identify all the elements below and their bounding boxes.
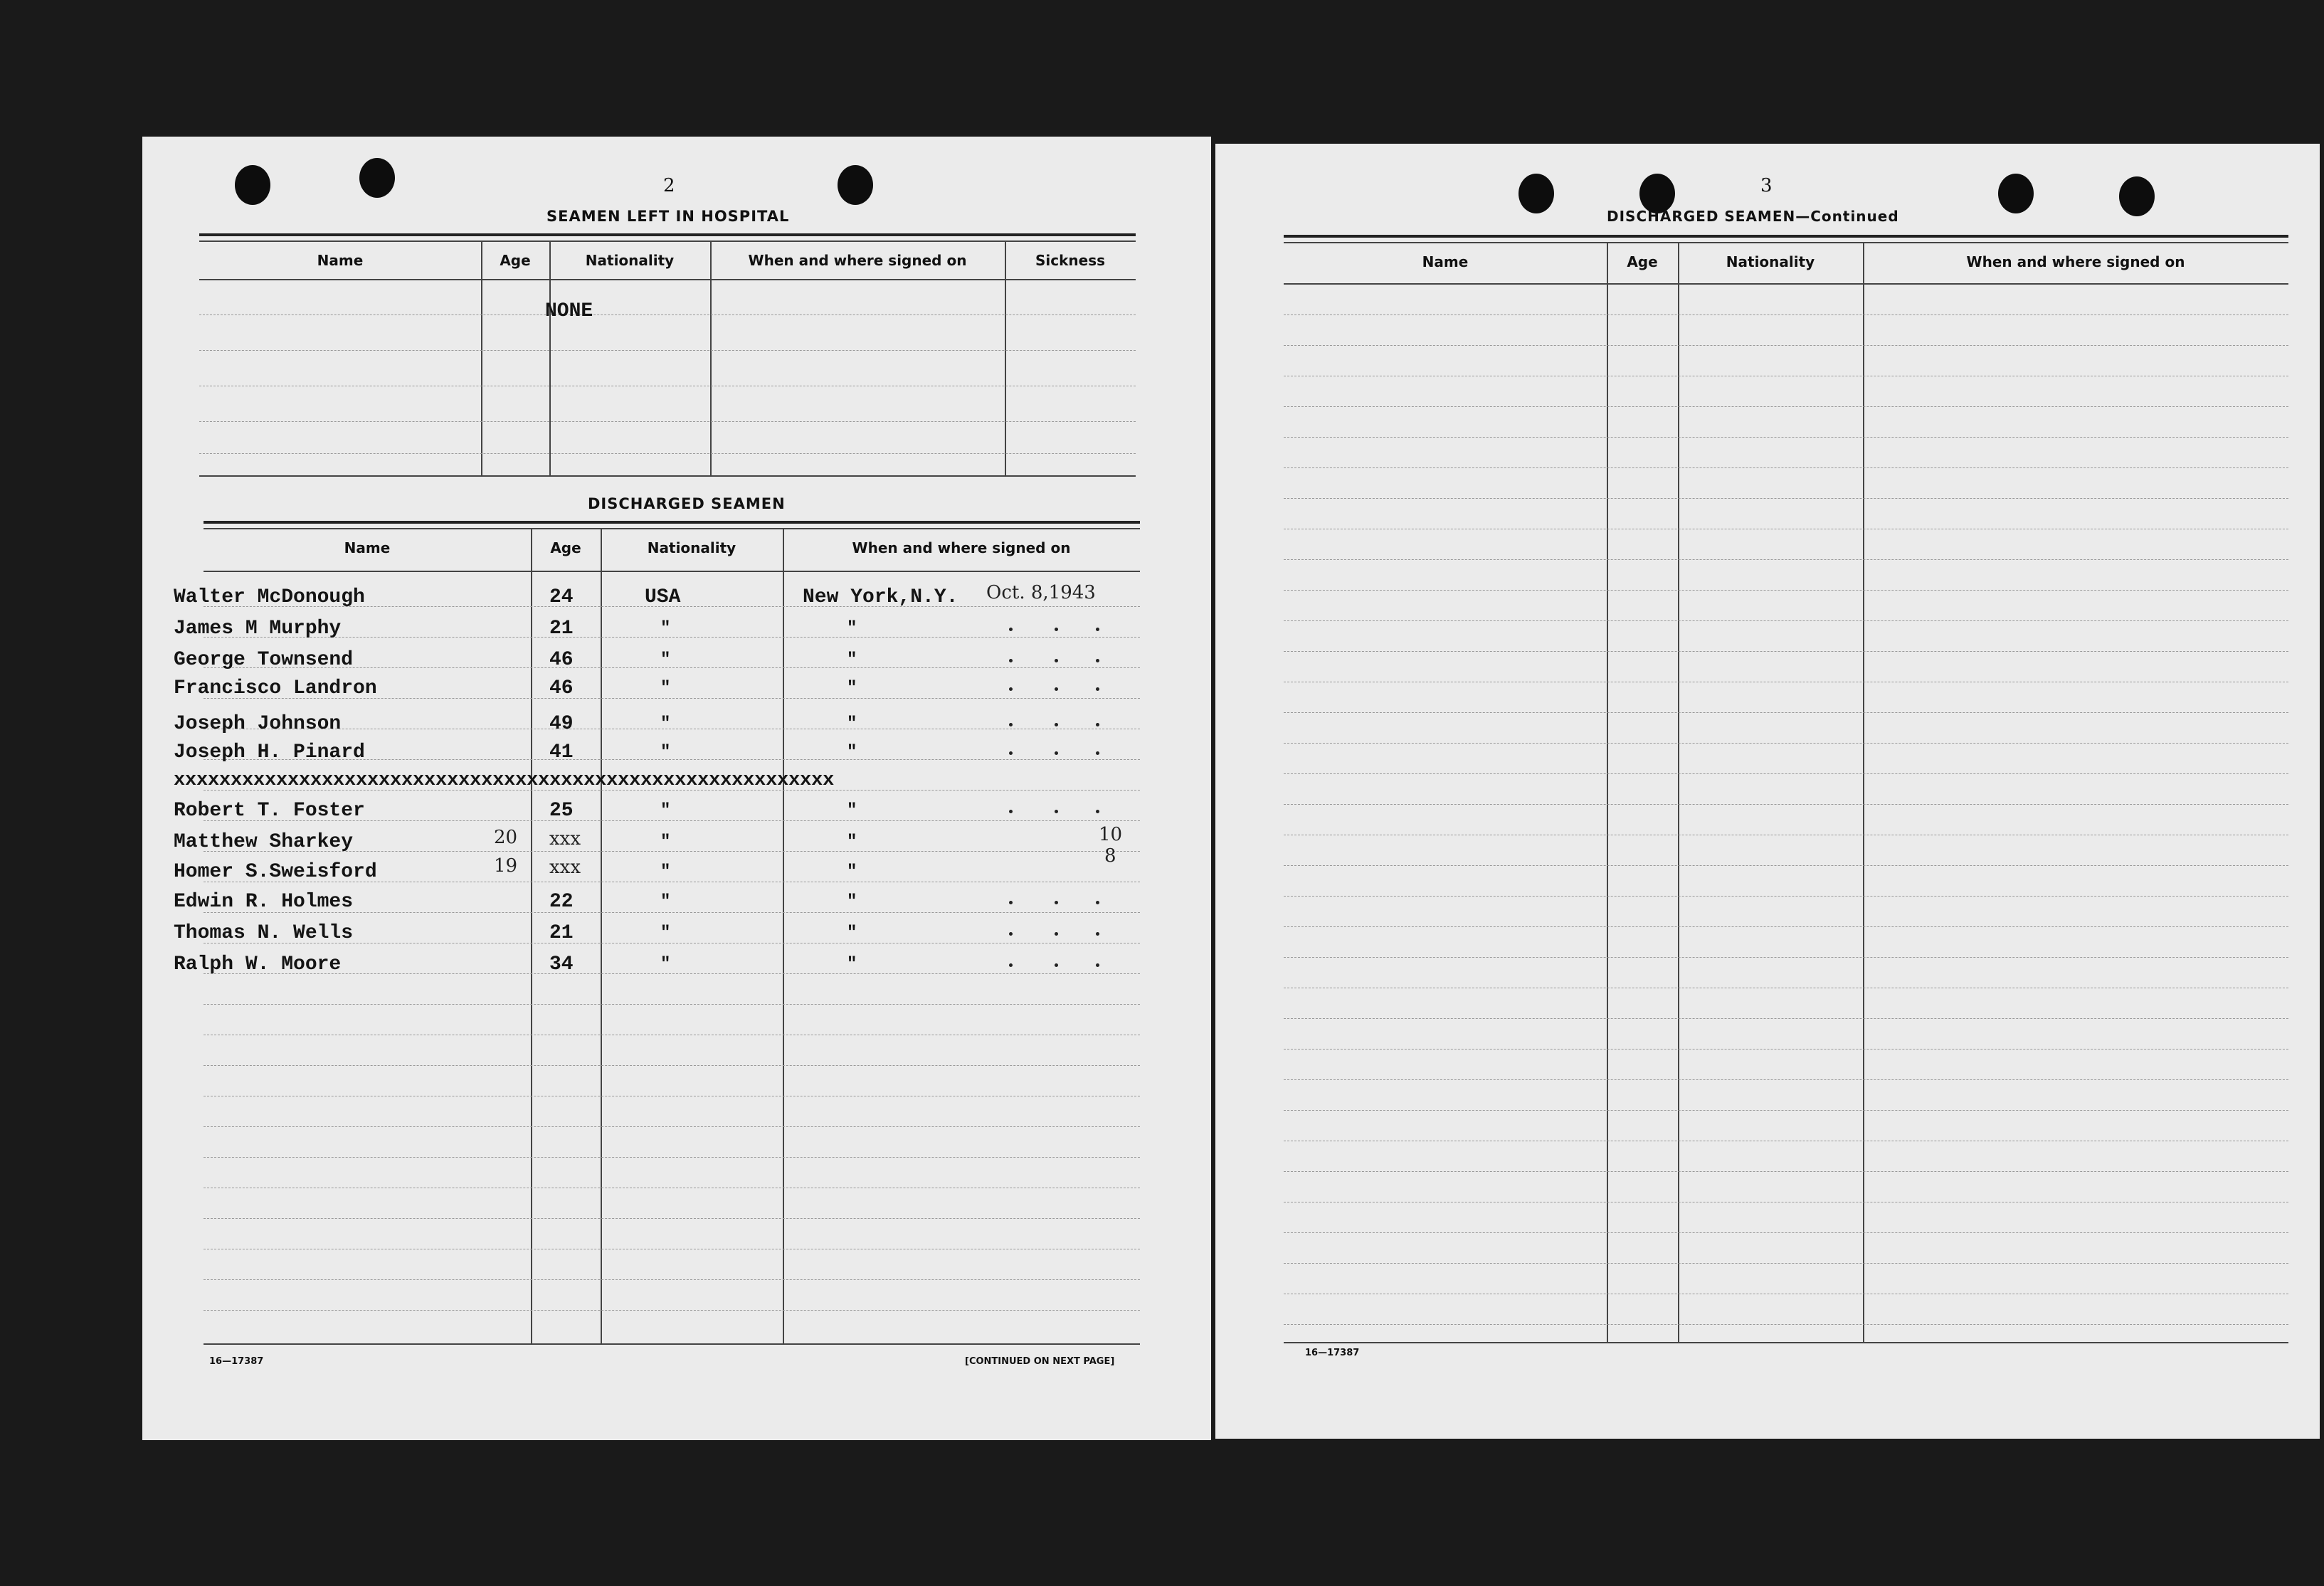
ditto-dot: [1096, 963, 1099, 967]
ruled-line: [1284, 1079, 2288, 1080]
ditto-mark: ": [847, 832, 857, 852]
seaman-name: Homer S.Sweisford: [174, 861, 377, 883]
ditto-mark: ": [847, 650, 857, 670]
seaman-name: Thomas N. Wells: [174, 922, 354, 944]
ditto-mark: ": [847, 801, 857, 820]
ditto-dot: [1009, 901, 1013, 904]
continued-section-title: DISCHARGED SEAMEN—Continued: [1607, 208, 1899, 225]
age-note: 19: [494, 855, 518, 877]
ruled-line: [204, 1279, 1140, 1280]
continued-note: [CONTINUED ON NEXT PAGE]: [965, 1356, 1115, 1367]
punch-hole: [235, 165, 270, 205]
hospital-section-title: SEAMEN LEFT IN HOSPITAL: [546, 208, 790, 225]
ruled-line: [1284, 896, 2288, 897]
ditto-dot: [1055, 687, 1058, 691]
ditto-mark: ": [660, 714, 671, 734]
ditto-dot: [1096, 932, 1099, 936]
ditto-mark: ": [660, 619, 671, 638]
ditto-dot: [1096, 751, 1099, 755]
col-age: Age: [1627, 253, 1658, 270]
ditto-mark: ": [847, 892, 857, 911]
right-page: [1215, 144, 2320, 1439]
seaman-name: Edwin R. Holmes: [174, 891, 354, 913]
ditto-dot: [1009, 659, 1013, 662]
ruled-line: [1284, 1324, 2288, 1325]
ruled-line: [204, 1004, 1140, 1005]
ruled-line: [1284, 406, 2288, 407]
ditto-dot: [1055, 963, 1058, 967]
signed-place: New York,N.Y.: [803, 586, 958, 608]
col-signed-on: When and where signed on: [748, 252, 967, 269]
form-number: 16—17387: [209, 1356, 264, 1367]
ditto-dot: [1009, 932, 1013, 936]
ditto-dot: [1055, 659, 1058, 662]
ruled-line: [1284, 743, 2288, 744]
ditto-dot: [1009, 810, 1013, 813]
ruled-line: [1284, 804, 2288, 805]
ditto-mark: ": [847, 743, 857, 762]
ruled-line: [1284, 926, 2288, 927]
ruled-line: [204, 1157, 1140, 1158]
ruled-line: [1284, 467, 2288, 468]
ruled-line: [1284, 620, 2288, 621]
seaman-name: Joseph Johnson: [174, 713, 342, 735]
ditto-dot: [1009, 751, 1013, 755]
col-age: Age: [550, 539, 581, 556]
seaman-name: Matthew Sharkey: [174, 831, 354, 853]
ditto-mark: ": [660, 924, 671, 943]
seaman-name: Francisco Landron: [174, 677, 377, 699]
ruled-line: [1284, 773, 2288, 774]
ruled-line: [1284, 651, 2288, 652]
col-signed-on: When and where signed on: [1966, 253, 2185, 270]
ditto-mark: ": [660, 832, 671, 852]
seaman-age: 24: [549, 586, 574, 608]
ditto-mark: ": [847, 714, 857, 734]
ditto-mark: ": [847, 955, 857, 974]
col-name: Name: [1422, 253, 1469, 270]
discharged-section-title: DISCHARGED SEAMEN: [588, 495, 786, 512]
seaman-nationality: USA: [645, 586, 681, 608]
ruled-line: [1284, 1049, 2288, 1050]
seaman-age-struck: xxx: [549, 857, 581, 878]
ditto-dot: [1096, 901, 1099, 904]
punch-hole: [2119, 176, 2155, 216]
seaman-age: 22: [549, 891, 574, 913]
form-number: 16—17387: [1305, 1348, 1360, 1358]
ruled-line: [1284, 345, 2288, 346]
punch-hole: [359, 158, 395, 198]
ruled-line: [204, 973, 1140, 974]
ditto-mark: ": [660, 892, 671, 911]
seaman-age: 46: [549, 677, 574, 699]
ditto-dot: [1096, 628, 1099, 631]
punch-hole: [1998, 174, 2034, 213]
ditto-mark: ": [847, 924, 857, 943]
ditto-mark: ": [660, 679, 671, 698]
seaman-name: Joseph H. Pinard: [174, 741, 365, 763]
ruled-line: [1284, 1171, 2288, 1172]
ditto-dot: [1055, 751, 1058, 755]
seaman-name: Ralph W. Moore: [174, 953, 342, 976]
ruled-line: [1284, 498, 2288, 499]
page-number: 2: [663, 175, 675, 196]
seaman-age: 46: [549, 649, 574, 671]
ruled-line: [1284, 712, 2288, 713]
page-number: 3: [1760, 175, 1773, 196]
col-age: Age: [500, 252, 531, 269]
ditto-mark: ": [847, 619, 857, 638]
ruled-line: [204, 637, 1140, 638]
date-note: 8: [1104, 845, 1116, 867]
seaman-age: 34: [549, 953, 574, 976]
ditto-dot: [1055, 723, 1058, 726]
ditto-dot: [1055, 901, 1058, 904]
ruled-line: [1284, 865, 2288, 866]
ditto-dot: [1055, 810, 1058, 813]
signed-date: Oct. 8,1943: [986, 582, 1096, 603]
seaman-name: Robert T. Foster: [174, 800, 365, 822]
seaman-name: George Townsend: [174, 649, 354, 671]
col-signed-on: When and where signed on: [852, 539, 1071, 556]
ditto-dot: [1096, 659, 1099, 662]
ruled-line: [1284, 1263, 2288, 1264]
col-name: Name: [317, 252, 364, 269]
ruled-line: [1284, 957, 2288, 958]
ruled-line: [1284, 1232, 2288, 1233]
ditto-dot: [1096, 810, 1099, 813]
col-name: Name: [344, 539, 391, 556]
punch-hole: [838, 165, 873, 205]
ditto-mark: ": [660, 650, 671, 670]
ruled-line: [204, 1065, 1140, 1066]
col-nationality: Nationality: [647, 539, 736, 556]
ditto-mark: ": [847, 862, 857, 882]
ruled-line: [1284, 437, 2288, 438]
ditto-dot: [1009, 687, 1013, 691]
ruled-line: [1284, 590, 2288, 591]
col-sickness: Sickness: [1035, 252, 1106, 269]
ditto-mark: ": [660, 862, 671, 882]
age-note: 20: [494, 827, 518, 848]
ruled-line: [1284, 314, 2288, 315]
seaman-age: 21: [549, 922, 574, 944]
date-note: 10: [1099, 824, 1123, 845]
seaman-name: James M Murphy: [174, 618, 342, 640]
ruled-line: [1284, 559, 2288, 560]
ruled-line: [204, 1126, 1140, 1127]
ditto-mark: ": [660, 743, 671, 762]
seaman-name: Walter McDonough: [174, 586, 365, 608]
seaman-age: 21: [549, 618, 574, 640]
ditto-dot: [1096, 723, 1099, 726]
ditto-dot: [1009, 723, 1013, 726]
seaman-age-struck: xxx: [549, 828, 581, 850]
ditto-mark: ": [660, 955, 671, 974]
struck-out-line: xxxxxxxxxxxxxxxxxxxxxxxxxxxxxxxxxxxxxxxxxxxxxxxxxxxxxxxxxx: [174, 770, 835, 791]
punch-hole: [1518, 174, 1554, 213]
col-nationality: Nationality: [1726, 253, 1815, 270]
seaman-age: 49: [549, 713, 574, 735]
ditto-dot: [1055, 628, 1058, 631]
ditto-dot: [1009, 963, 1013, 967]
left-page: [142, 137, 1211, 1440]
hospital-entry: NONE: [545, 300, 593, 322]
seaman-age: 25: [549, 800, 574, 822]
seaman-age: 41: [549, 741, 574, 763]
ruled-line: [204, 1310, 1140, 1311]
ditto-dot: [1096, 687, 1099, 691]
col-nationality: Nationality: [585, 252, 675, 269]
ditto-dot: [1009, 628, 1013, 631]
ditto-mark: ": [847, 679, 857, 698]
ditto-dot: [1055, 932, 1058, 936]
ditto-mark: ": [660, 801, 671, 820]
ruled-line: [1284, 1018, 2288, 1019]
ruled-line: [1284, 1110, 2288, 1111]
ruled-line: [204, 1218, 1140, 1219]
